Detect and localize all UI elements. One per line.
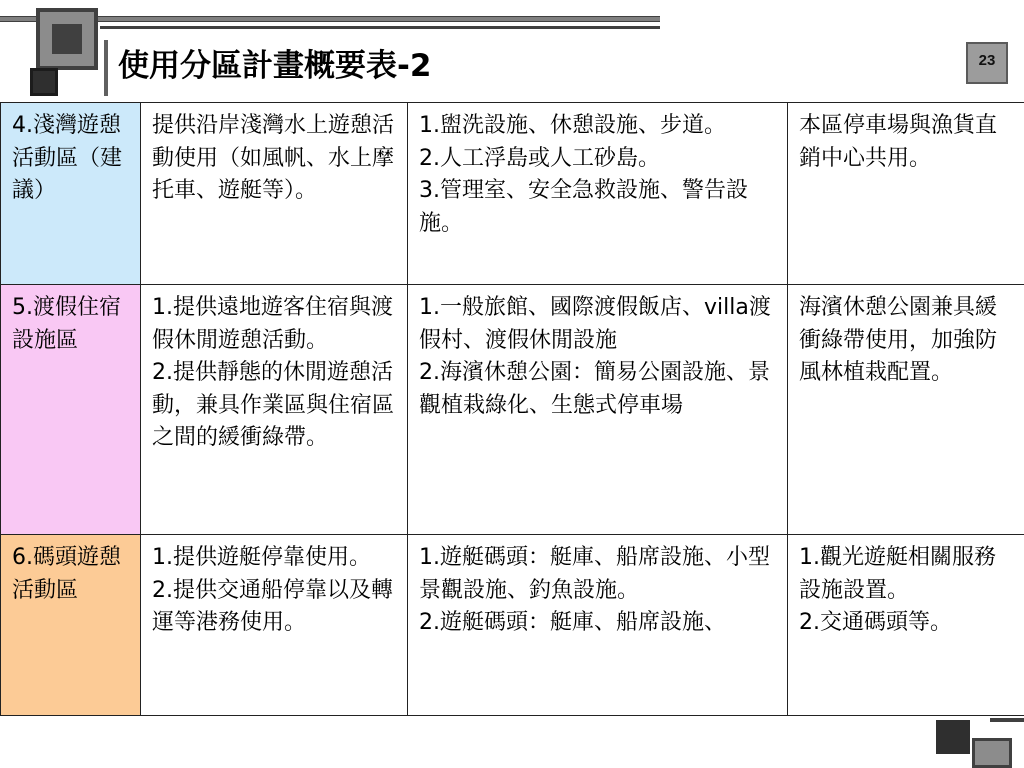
zone-name-cell	[1, 285, 141, 535]
zone-facilities: 1.盥洗設施、休憩設施、步道。 2.人工浮島或人工砂島。 3.管理室、安全急救設施、警告設施。	[419, 113, 748, 236]
purpose-cell	[141, 285, 408, 535]
footer-rule	[990, 718, 1024, 722]
zone-notes: 1.觀光遊艇相關服務設施設置。 2.交通碼頭等。	[799, 545, 996, 636]
facilities-cell	[408, 285, 788, 535]
zone-name-cell	[1, 103, 141, 285]
purpose-cell	[141, 103, 408, 285]
decorative-vertical-rule	[104, 40, 108, 96]
decorative-square-bottom-outline	[972, 738, 1012, 768]
notes-cell	[788, 103, 1024, 285]
decorative-square-inner	[52, 24, 82, 54]
purpose-cell	[141, 535, 408, 716]
notes-cell	[788, 285, 1024, 535]
header-rule	[0, 16, 660, 22]
facilities-cell	[408, 535, 788, 716]
zone-name-cell	[1, 535, 141, 716]
slide-title: 使用分區計畫概要表-2	[118, 48, 432, 84]
table-row	[1, 535, 1024, 716]
page-number: 23	[978, 52, 996, 69]
decorative-square-small	[30, 68, 58, 96]
table-row	[1, 285, 1024, 535]
header-rule-thin	[100, 26, 660, 29]
table-row	[1, 103, 1024, 285]
zone-purpose: 1.提供遊艇停靠使用。 2.提供交通船停靠以及轉運等港務使用。	[152, 545, 393, 636]
notes-cell	[788, 535, 1024, 716]
facilities-cell	[408, 103, 788, 285]
zone-name: 5.渡假住宿設施區	[12, 295, 121, 353]
zone-purpose: 1.提供遠地遊客住宿與渡假休閒遊憩活動。 2.提供靜態的休閒遊憩活動，兼具作業區與住宿區之間的緩衝綠帶。	[152, 295, 395, 451]
zone-name: 4.淺灣遊憩活動區（建議）	[12, 113, 123, 204]
zone-facilities: 1.遊艇碼頭：艇庫、船席設施、小型景觀設施、釣魚設施。 2.遊艇碼頭：艇庫、船席設施、	[419, 545, 770, 636]
decorative-square-bottom	[936, 720, 970, 754]
zone-notes: 本區停車場與漁貨直銷中心共用。	[799, 113, 998, 171]
zone-purpose: 提供沿岸淺灣水上遊憩活動使用（如風帆、水上摩托車、遊艇等）。	[152, 113, 395, 204]
zone-facilities: 1.一般旅館、國際渡假飯店、villa渡假村、渡假休閒設施 2.海濱休憩公園：簡易公園設施、景觀植栽綠化、生態式停車場	[419, 295, 771, 418]
zone-notes: 海濱休憩公園兼具緩衝綠帶使用，加強防風林植栽配置。	[799, 295, 998, 386]
zoning-plan-table	[0, 102, 1024, 716]
zone-name: 6.碼頭遊憩活動區	[12, 545, 121, 603]
